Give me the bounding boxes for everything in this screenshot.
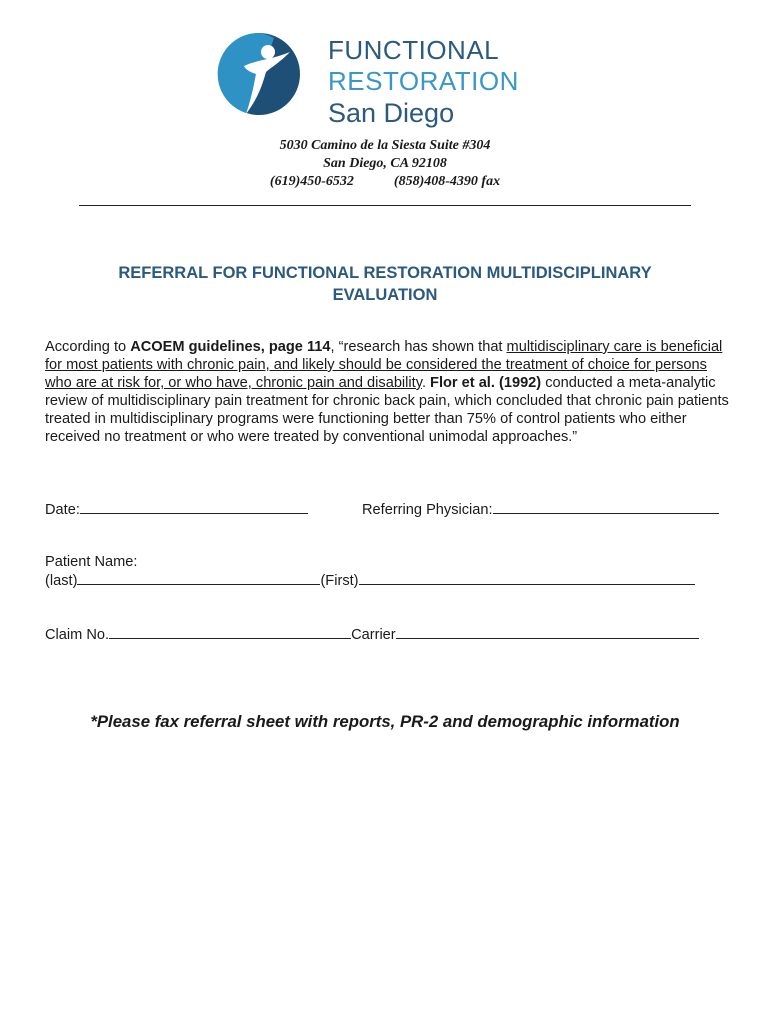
- claim-carrier-field: [45, 625, 699, 644]
- para-text: , “research has shown that: [330, 339, 507, 355]
- referring-physician-input-line[interactable]: [493, 500, 719, 514]
- first-name-input-line[interactable]: [359, 571, 695, 585]
- address-city: San Diego, CA 92108: [323, 156, 447, 171]
- fax-instruction-note: *Please fax referral sheet with reports, PR-2 and demographic information: [90, 712, 680, 731]
- document-title: [60, 262, 710, 306]
- patient-name-label: Patient Name:: [45, 554, 138, 570]
- header-divider: [79, 205, 691, 206]
- referring-physician-label: Referring Physician:: [362, 502, 493, 518]
- logo-text-san-diego: San Diego: [328, 98, 455, 128]
- logo-figure-icon: [216, 30, 316, 130]
- para-flor-ref: Flor et al. (1992): [430, 375, 542, 391]
- para-text: conducted a meta-analytic review of multidisciplinary pain treatment for chronic back pain, which concluded that chronic pain patients treated in multidisciplinary programs were functioning better than 75% of control patients who either received no treatment or who were treated by conventional unimodal approaches.”: [45, 375, 729, 445]
- para-underlined-quote: multidisciplinary care is beneficial for most patients with chronic pain, and likely should be considered the treatment of choice for persons who are at risk for, or who have, chronic pain and disability: [45, 339, 723, 391]
- patient-name-field: [45, 571, 695, 590]
- address-street: 5030 Camino de la Siesta Suite #304: [279, 138, 491, 153]
- claim-number-label: Claim No.: [45, 627, 110, 643]
- date-input-line[interactable]: [80, 500, 308, 514]
- carrier-label: Carrier: [351, 627, 396, 643]
- title-line-1: REFERRAL FOR FUNCTIONAL RESTORATION MULTIDISCIPLINARY: [118, 264, 652, 282]
- logo-text-functional: FUNCTIONAL: [328, 35, 500, 65]
- date-field: [45, 500, 308, 519]
- address-contact: [0, 173, 770, 191]
- para-text: According to: [45, 339, 131, 355]
- date-label: Date:: [45, 502, 80, 518]
- intro-paragraph: [45, 338, 730, 446]
- fax-number: (858)408-4390 fax: [393, 174, 501, 189]
- last-name-label: (last): [45, 573, 78, 589]
- referring-physician-field: [362, 500, 719, 519]
- title-line-2: EVALUATION: [332, 286, 438, 304]
- para-text: .: [421, 375, 431, 391]
- logo: [216, 30, 526, 130]
- claim-number-input-line[interactable]: [109, 625, 351, 639]
- phone-number: (619)450-6532: [269, 174, 354, 189]
- carrier-input-line[interactable]: [396, 625, 699, 639]
- first-name-label: (First): [320, 573, 359, 589]
- para-acoem-ref: ACOEM guidelines, page 114: [130, 339, 331, 355]
- logo-text-restoration: RESTORATION: [328, 66, 519, 96]
- last-name-input-line[interactable]: [77, 571, 320, 585]
